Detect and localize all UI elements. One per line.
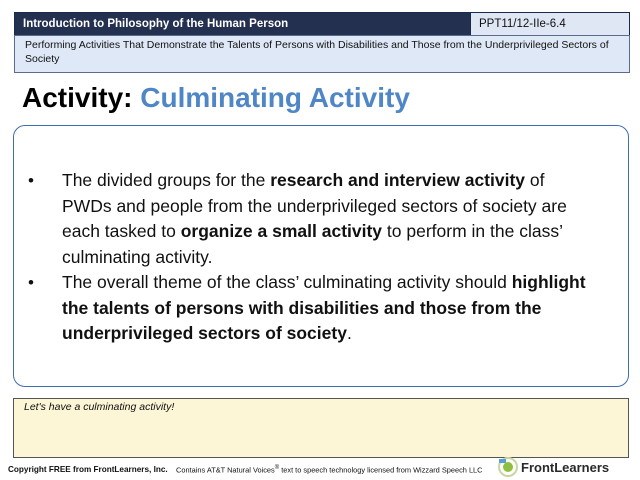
header-bar <box>14 12 630 36</box>
bullet-emphasis: highlight the talents of persons with disabilities and those from the underprivileged sectors of society <box>62 272 586 343</box>
page-title <box>22 80 410 116</box>
activity-label: Activity: <box>22 82 141 113</box>
lesson-code: PPT11/12-IIe-6.4 <box>470 13 629 35</box>
voices-notice <box>176 465 483 474</box>
content-box <box>13 125 629 387</box>
copyright-text: Copyright FREE from FrontLearners, Inc. <box>8 465 168 474</box>
voices-pre: Contains AT&T Natural Voices <box>176 465 275 475</box>
voices-reg-mark: ® <box>274 465 280 471</box>
bullet-text: The divided groups for the <box>62 170 271 190</box>
notes-box: Let's have a culminating activity! <box>13 398 629 458</box>
bullet-item <box>28 168 598 270</box>
frontlearners-logo-icon <box>497 456 519 478</box>
bullet-list <box>28 168 598 347</box>
bullet-dot: • <box>28 273 34 292</box>
bullet-text: The overall theme of the class’ culminating activity should <box>62 272 512 292</box>
bullet-emphasis: organize a small activity <box>180 221 383 241</box>
lesson-subtitle: Performing Activities That Demonstrate the Talents of Persons with Disabilities and Those from the Underprivileged Sectors of Society <box>14 35 630 73</box>
activity-name: Culminating Activity <box>140 82 410 113</box>
bullet-text: . <box>346 323 352 343</box>
bullet-text: to perform in the class’ culminating activity. <box>62 221 563 267</box>
voices-post: text to speech technology licensed from Wizzard Speech LLC <box>279 465 483 475</box>
bullet-dot: • <box>28 171 34 190</box>
course-title: Introduction to Philosophy of the Human Person <box>15 13 470 35</box>
frontlearners-logo <box>497 456 633 480</box>
logo-text: FrontLearners <box>521 460 610 475</box>
bullet-emphasis: research and interview activity <box>270 170 526 190</box>
bullet-text: of PWDs and people from the underprivileged sectors of society are each tasked to <box>62 170 567 241</box>
bullet-item <box>28 270 598 347</box>
